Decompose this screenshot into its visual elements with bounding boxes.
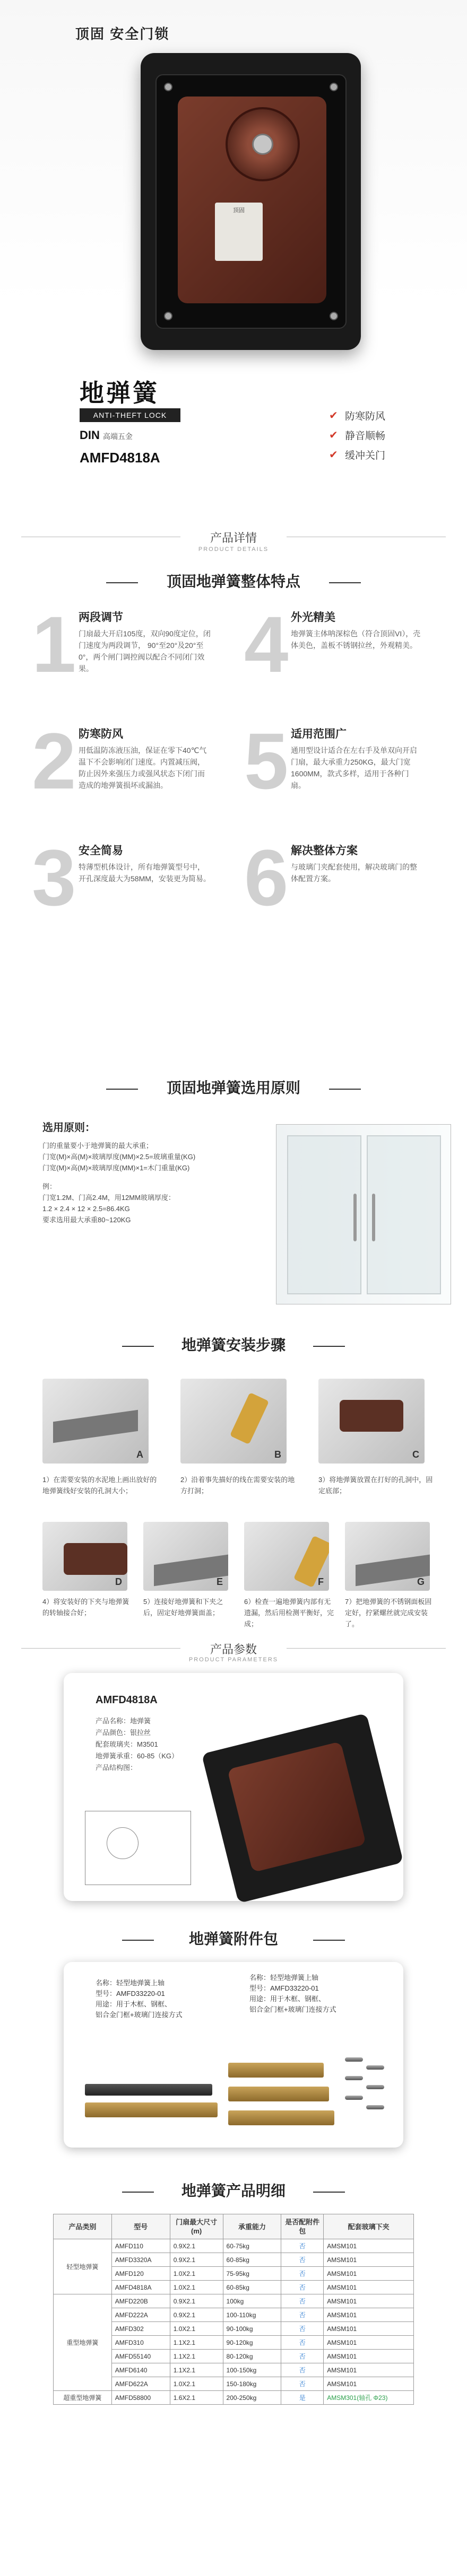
title-dash <box>329 582 361 583</box>
product-subtitle: ANTI-THEFT LOCK <box>80 408 180 422</box>
title-dash <box>122 2192 154 2193</box>
title-dash <box>106 1089 138 1090</box>
column-header: 型号 <box>111 2214 170 2239</box>
feature-item: ✔ 静音顺畅 <box>329 430 386 442</box>
table-row: AMFD302 1.0X2.1 90-100kg 否 AMSM101 <box>54 2322 414 2336</box>
select-text: 门的重量要小于地弹簧的最大承重； 门宽(M)×高(M)×玻璃厚度(MM)×2.5=玻璃重量(KG) 门宽(M)×高(M)×玻璃厚度(MM)×1=木门重量(KG) 例： 门宽1.2M、门高2.4M，用12MM玻璃厚度： 1.2 × 2.4 × 12 × 2.5=86.4KG 要求选用最大承重80~120KG <box>42 1142 196 1224</box>
screw-icon <box>366 2085 384 2089</box>
screw-icon <box>366 2065 384 2070</box>
table-row: AMFD222A 0.9X2.1 100-110kg 否 AMSM101 <box>54 2308 414 2322</box>
step-image: F <box>244 1522 329 1591</box>
step-image: B <box>180 1379 287 1464</box>
door-panel <box>367 1135 441 1294</box>
feature-title: 两段调节 <box>79 611 123 624</box>
select-title: 顶固地弹簧选用原则 <box>166 1080 300 1096</box>
feature-title: 防寒防风 <box>79 728 123 740</box>
hinge-photo <box>202 1713 404 1904</box>
feature-number: 3 <box>32 833 76 922</box>
feature-card <box>244 833 446 944</box>
details-header: 产品详情 <box>210 531 257 545</box>
title-dash <box>122 1346 154 1347</box>
params-header-en: PRODUCT PARAMETERS <box>188 1657 279 1663</box>
spec-table <box>53 2214 414 2405</box>
step-caption: 7）把地弹簧的不锈钢面板固定好，拧紧螺丝就完成安装了。 <box>345 1598 432 1628</box>
title-dash <box>329 1089 361 1090</box>
title-dash <box>122 1940 154 1941</box>
feature-card <box>32 600 233 711</box>
step-caption: 3）将地弹簧放置在打好的孔洞中，固定底部； <box>318 1476 433 1495</box>
title-dash <box>313 1940 345 1941</box>
install-title: 地弹簧安装步骤 <box>181 1337 286 1353</box>
pivot-plate <box>228 2087 329 2101</box>
table-row: 重型地弹簧 AMFD220B 0.9X2.1 100kg 否 AMSM101 <box>54 2294 414 2308</box>
glass-door-illustration <box>276 1124 451 1304</box>
feature-number: 6 <box>244 833 289 922</box>
screw-icon <box>330 83 338 91</box>
params-line: 产品颜色：银拉丝 <box>96 1729 151 1737</box>
table-row: AMFD120 1.0X2.1 75-95kg 否 AMSM101 <box>54 2267 414 2281</box>
check-icon: ✔ <box>329 410 338 422</box>
feature-title: 适用范围广 <box>291 728 347 740</box>
column-header: 是否配附件包 <box>281 2214 324 2239</box>
step-image: A <box>42 1379 149 1464</box>
step-image: E <box>143 1522 228 1591</box>
feature-text: 地弹簧主体呐深棕色（符合顶固VI），壳体美色，盖板不锈钢拉丝，外观精美。 <box>291 629 421 650</box>
door-handle-icon <box>353 1194 357 1241</box>
feature-number: 1 <box>32 600 76 689</box>
feature-item: ✔ 防寒防风 <box>329 410 386 422</box>
product-title: 地弹簧 <box>80 379 159 407</box>
feature-number: 4 <box>244 600 289 689</box>
screw-icon <box>366 2105 384 2109</box>
feature-title: 解决整体方案 <box>291 845 358 857</box>
params-line: 地弹簧承重：60-85（KG） <box>96 1752 179 1760</box>
title-dash <box>313 2192 345 2193</box>
feature-number: 2 <box>32 716 76 805</box>
params-card <box>64 1673 403 1901</box>
feature-card <box>32 833 233 944</box>
table-row: AMFD55140 1.1X2.1 80-120kg 否 AMSM101 <box>54 2350 414 2363</box>
feature-title: 外光精美 <box>291 611 335 624</box>
floor-hinge-photo <box>141 53 361 350</box>
column-header: 配套玻璃下夹 <box>324 2214 414 2239</box>
table-row: AMFD6140 1.1X2.1 100-150kg 否 AMSM101 <box>54 2363 414 2377</box>
screw-icon <box>330 312 338 320</box>
feature-text: 用低温防冻液压油，保证在零下40℃气温下不会影响闭门速度。内置减压阀，防止因外来强压力或强风状态下闭门而造成的地弹簧损坏或漏油。 <box>79 746 207 790</box>
table-row: AMFD622A 1.0X2.1 150-180kg 否 AMSM101 <box>54 2377 414 2391</box>
step-image: C <box>318 1379 425 1464</box>
structure-drawing <box>85 1811 191 1885</box>
hinge-axle-icon <box>252 134 273 155</box>
screw-icon <box>345 2057 363 2062</box>
accessory-info: 名称：轻型地弹簧上轴 型号：AMFD33220-01 用途：用于木框、钢框、 铝合金门框+玻璃门连接方式 <box>249 1974 336 2013</box>
check-icon: ✔ <box>329 449 338 461</box>
params-model: AMFD4818A <box>96 1694 158 1706</box>
column-header: 产品类别 <box>54 2214 112 2239</box>
table-header-row <box>54 2214 414 2239</box>
title-dash <box>313 1346 345 1347</box>
upper-pivot <box>85 2084 212 2096</box>
brand-name: 顶固 安全门锁 <box>75 26 170 42</box>
upper-pivot <box>85 2102 218 2117</box>
feature-text: 门扇最大开启105度，双向90度定位，闭门速度为两段调节， 90°至20°及20°至0°，两个闸门调控阀以配合不同闭门效果。 <box>79 629 211 673</box>
pivot-plate <box>228 2110 334 2125</box>
hinge-housing <box>155 74 347 329</box>
feature-number: 5 <box>244 716 289 805</box>
screw-icon <box>345 2096 363 2100</box>
feature-card <box>244 716 446 827</box>
features-title: 顶固地弹簧整体特点 <box>166 573 300 590</box>
details-header-en: PRODUCT DETAILS <box>198 546 269 553</box>
door-handle-icon <box>372 1194 375 1241</box>
select-head: 选用原则： <box>42 1122 96 1134</box>
feature-text: 与玻璃门夹配套使用，解决玻璃门的整体配置方案。 <box>291 863 417 883</box>
step-caption: 1）在需要安装的水泥地上画出放好的地弹簧线好安装的孔洞大小； <box>42 1476 157 1495</box>
step-caption: 5）连接好地弹簧和下夹之后，固定好地弹簧面盖； <box>143 1598 223 1617</box>
step-caption: 2）沿着事先描好的线在需要安装的地方打洞； <box>180 1476 295 1495</box>
feature-text: 通用型设计适合在左右手及单双向开启门扇，最大承重力250KG，最大门宽1600MM，款式多样，适用于各种门扇。 <box>291 746 417 790</box>
table-title: 地弹簧产品明细 <box>181 2183 286 2199</box>
accessory-info: 名称：轻型地弹簧上轴 型号：AMFD33220-01 用途：用于木框、钢框、 铝合金门框+玻璃门连接方式 <box>96 1979 183 2019</box>
step-caption: 4）将安装好的下夹与地弹簧的转轴接合好； <box>42 1598 129 1617</box>
step-image: D <box>42 1522 127 1591</box>
door-panel <box>287 1135 361 1294</box>
table-row: AMFD3320A 0.9X2.1 60-85kg 否 AMSM101 <box>54 2253 414 2267</box>
hero-banner <box>0 0 467 509</box>
step-caption: 6）检查一遍地弹簧内部有无遗漏，然后用检测平衡好，完成； <box>244 1598 334 1628</box>
feature-item: ✔ 缓冲关门 <box>329 449 386 461</box>
params-line: 产品结构图： <box>96 1764 137 1772</box>
table-row: 轻型地弹簧 AMFD110 0.9X2.1 60-75kg 否 AMSM101 <box>54 2239 414 2253</box>
check-icon: ✔ <box>329 430 338 441</box>
step-image: G <box>345 1522 430 1591</box>
hinge-sticker: 顶固 <box>215 203 263 261</box>
pivot-plate <box>228 2063 324 2078</box>
table-row: AMFD310 1.1X2.1 90-120kg 否 AMSM101 <box>54 2336 414 2350</box>
table-row: 超重型地弹簧 AMFD58800 1.6X2.1 200-250kg 是 AMSM301(轴孔 Φ23) <box>54 2391 414 2405</box>
column-header: 门扇最大尺寸(m) <box>170 2214 223 2239</box>
hinge-body <box>178 97 326 303</box>
feature-title: 安全简易 <box>79 845 123 857</box>
params-line: 配套玻璃夹：M3501 <box>96 1740 158 1748</box>
feature-card <box>32 716 233 827</box>
acc-title: 地弹簧附件包 <box>188 1931 278 1947</box>
feature-card <box>244 600 446 711</box>
accessory-card <box>64 1962 403 2148</box>
title-dash <box>106 582 138 583</box>
params-header: 产品参数 <box>210 1643 257 1656</box>
screw-icon <box>164 312 172 320</box>
screw-icon <box>164 83 172 91</box>
column-header: 承重能力 <box>223 2214 281 2239</box>
product-model: AMFD4818A <box>80 450 160 466</box>
table-row: AMFD4818A 1.0X2.1 60-85kg 否 AMSM101 <box>54 2281 414 2294</box>
params-line: 产品名称：地弹簧 <box>96 1717 151 1725</box>
feature-text: 特薄型机体设计，所有地弹簧型号中，开孔深度最大为58MM，安装更为简易。 <box>79 863 211 883</box>
hero-features <box>329 408 385 467</box>
din-mark: DIN 高端五金 <box>80 428 133 442</box>
screw-icon <box>345 2076 363 2080</box>
